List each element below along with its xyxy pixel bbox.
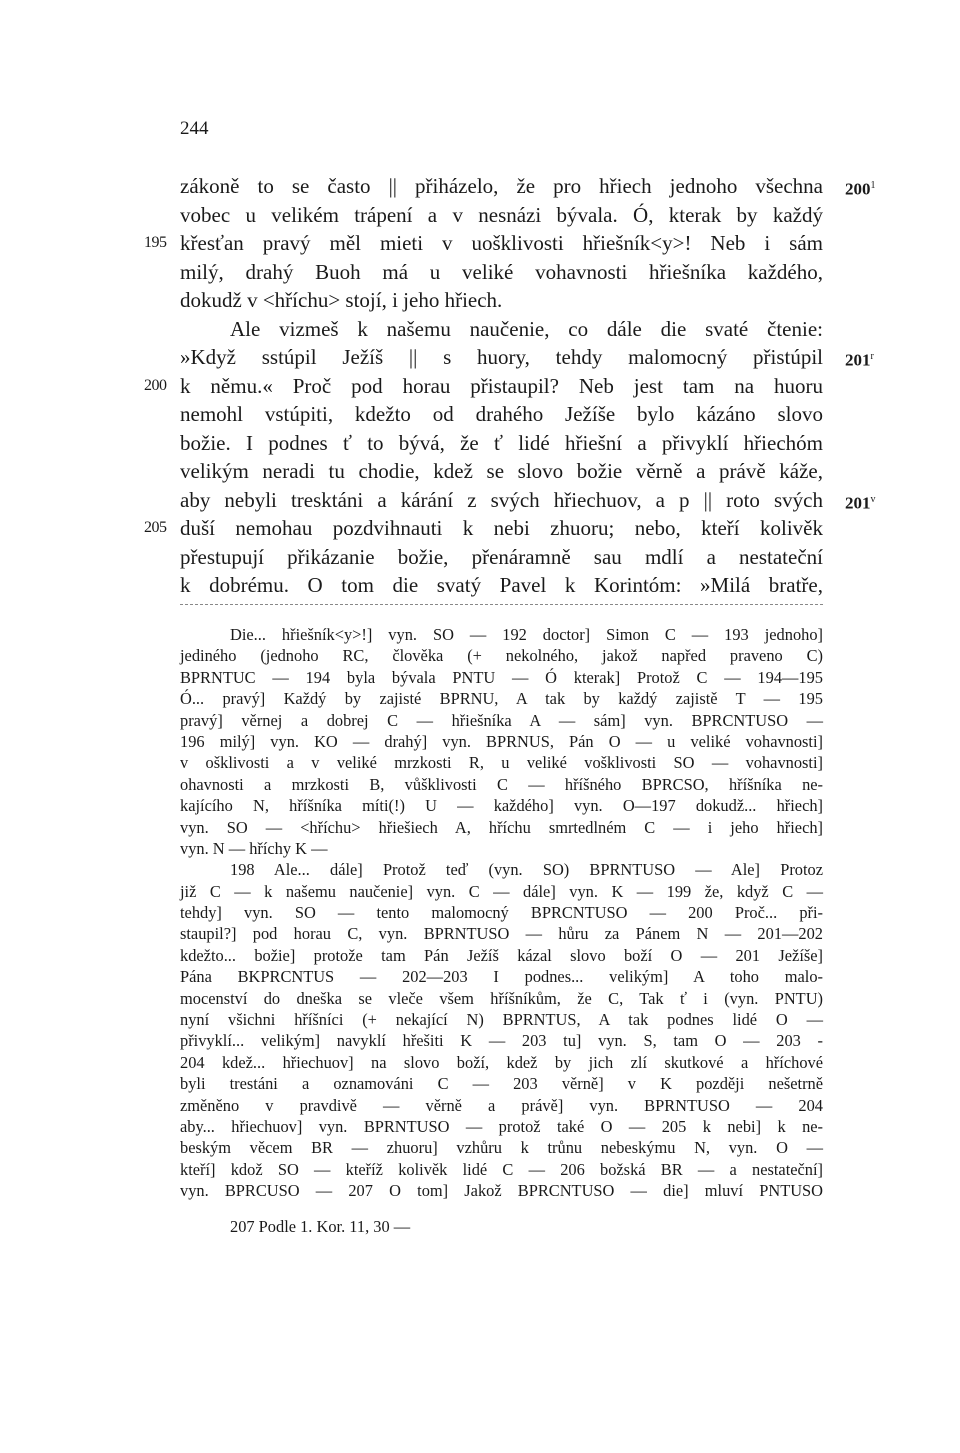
page-number: 244 <box>180 118 209 139</box>
apparatus-line: byli trestáni a oznamováni C — 203 věrně] v K později nešetrně <box>180 1074 823 1094</box>
apparatus-line: BPRNTUC — 194 byla bývala PNTU — Ó kterak] Protož C — 194—195 <box>180 667 823 687</box>
apparatus-line: vyn. N — hříchy K — <box>180 838 328 858</box>
apparatus-line: v ošklivosti a v veliké mrzkosti R, u veliké vošklivosti SO — vohavnosti] <box>180 753 823 773</box>
text-line <box>180 201 823 230</box>
line-number: 205 <box>144 519 167 536</box>
apparatus-line: tehdy] vyn. SO — tento malomocný BPRCNTUSO — 200 Proč... při- <box>180 903 823 923</box>
folio-marker <box>845 172 876 204</box>
apparatus-line: 196 milý] vyn. KO — drahý] vyn. BPRNUS, Pán O — u veliké vohavnosti] <box>180 731 823 751</box>
text-line-content: božie. I podnes ť to bývá, že ť lidé hřiešní a přivyklí hřiechóm <box>180 430 823 455</box>
critical-apparatus <box>180 624 823 1237</box>
apparatus-line: Ó... pravý] Každý by zajisté BPRNU, A tak by každý zajistě T — 195 <box>180 689 823 709</box>
apparatus-line: aby... hřiechuov] vyn. BPRNTUSO — protož také O — 205 k nebi] k ne- <box>180 1116 823 1136</box>
apparatus-line: jediného (jednoho RC, člověka (+ nekolného, jakož napřed praveno C) <box>180 646 823 666</box>
apparatus-line: ohavnosti a mrzkosti B, vůšklivosti C — hříšného BPRCSO, hříšníka ne- <box>180 774 823 794</box>
folio-number: 201 <box>845 350 871 370</box>
text-line <box>180 429 823 458</box>
text-line <box>180 172 876 201</box>
apparatus-line: mocenství do dneška se vleče všem hříšníkům, že C, Tak ť i (vyn. PNTU) <box>180 988 823 1008</box>
apparatus-line: Pána BKPRCNTUS — 202—203 I podnes... velikým] A toho malo- <box>180 967 823 987</box>
apparatus-line: kdežto... božie] protože tam Pán Ježíš kázal slovo boží O — 201 Ježíše] <box>180 945 823 965</box>
text-line-content: nemohl vstúpiti, kdežto od drahého Ježíše bylo kázáno slovo <box>180 402 823 426</box>
text-line <box>180 400 823 429</box>
folio-number: 200 <box>845 179 871 199</box>
footnote-divider <box>180 604 823 605</box>
apparatus-line: nyní všichni hříšníci (+ nekající N) BPRNTUS, A tak podnes lidé O — <box>180 1010 823 1030</box>
line-number: 195 <box>144 234 167 251</box>
text-line-content: »Když sstúpil Ježíš || s huory, tehdy malomocný přistúpil <box>180 345 823 369</box>
text-line <box>180 457 823 486</box>
line-number: 200 <box>144 376 167 394</box>
folio-marker <box>845 486 876 518</box>
apparatus-line: změněno v pravdivě — věrně a právě] vyn. BPRNTUSO — 204 <box>180 1095 823 1115</box>
text-line <box>180 315 823 344</box>
text-line-content: velikým neradi tu chodie, kdež se slovo božie věrně a právě káže, <box>180 459 823 483</box>
apparatus-line: 204 kdež... hřiechuov] na slovo boží, kdež by jich zlí skutkové a hříchové <box>180 1052 823 1072</box>
text-line-content: aby nebyli tresktáni a kárání z svých hřiechuov, a p || roto svých <box>180 487 823 512</box>
apparatus-line: beským věcem BR — zhuoru] vzhůru k trůnu nebeskýmu N, vyn. O — <box>180 1138 823 1158</box>
apparatus-line: pravý] věrnej a dobrej C — hřiešníka A — sám] vyn. BPRCNTUSO — <box>180 710 823 730</box>
text-line-content: křesťan pravý měl mieti v uošklivosti hřiešník<y>! Neb i sám <box>180 231 823 255</box>
text-line <box>180 286 823 315</box>
text-line <box>144 514 823 543</box>
apparatus-line: 207 Podle 1. Kor. 11, 30 — <box>230 1216 411 1236</box>
text-line-content: dokudž v <hříchu> stojí, i jeho hřiech. <box>180 288 503 312</box>
text-line <box>144 229 823 258</box>
folio-marker <box>845 343 874 375</box>
text-line <box>180 543 823 572</box>
text-line-content: milý, drahý Buoh má u veliké vohavnosti hřiešníka každého, <box>180 259 823 284</box>
text-line-content: Ale vizmeš k našemu naučenie, co dále die svaté čtenie: <box>230 316 823 341</box>
apparatus-line: vyn. SO — <hříchu> hřiešiech A, hříchu smrtedlném C — i jeho hřiech] <box>180 817 823 837</box>
folio-side: v <box>870 493 876 505</box>
text-line <box>180 343 874 372</box>
apparatus-line: staupil?] pod horau C, vyn. BPRNTUSO — hůru za Pánem N — 201—202 <box>180 924 823 944</box>
text-line <box>180 571 823 600</box>
apparatus-line: vyn. BPRCUSO — 207 O tom] Jakož BPRCNTUSO — die] mluví PNTUSO <box>180 1181 823 1201</box>
apparatus-line: Die... hřiešník<y>!] vyn. SO — 192 doctor] Simon C — 193 jednoho] <box>230 625 823 644</box>
text-line <box>180 486 876 515</box>
text-line-content: k němu.« Proč pod horau přistaupil? Neb jest tam na huoru <box>180 373 823 398</box>
folio-number: 201 <box>845 493 871 513</box>
text-line <box>180 258 823 287</box>
text-line-content: vobec u velikém trápení a v nesnázi bývala. Ó, kterak by každý <box>180 202 823 227</box>
apparatus-line: 198 Ale... dále] Protož teď (vyn. SO) BPRNTUSO — Ale] Protoz <box>230 860 823 880</box>
text-line-content: duší nemohau pozdvihnauti k nebi zhuoru; nebo, kteří kolivěk <box>180 516 823 540</box>
text-line <box>144 372 823 401</box>
text-line-content: k dobrému. O tom die svatý Pavel k Korintóm: »Milá bratře, <box>180 573 823 597</box>
folio-side: 1 <box>870 180 876 191</box>
text-line-content: přestupují přikázanie božie, přenáramně sau mdlí a nestateční <box>180 544 823 569</box>
apparatus-line: již C — k našemu naučenie] vyn. C — dále] vyn. K — 199 že, když C — <box>180 881 823 901</box>
main-text <box>144 172 876 600</box>
apparatus-line: přivyklí... velikým] navyklí hřešiti K — 203 tu] vyn. S, tam O — 203 - <box>180 1031 823 1051</box>
apparatus-line: kajícího N, hříšníka míti(!) U — každého] vyn. O—197 dokudž... hřiech] <box>180 796 823 816</box>
apparatus-line: kteří] kdož SO — kteříž kolivěk lidé C — 206 božská BR — a nestateční] <box>180 1159 823 1179</box>
text-line-content: zákoně to se často || přiházelo, že pro hřiech jednoho všechna <box>180 174 823 198</box>
folio-side: r <box>870 351 874 362</box>
